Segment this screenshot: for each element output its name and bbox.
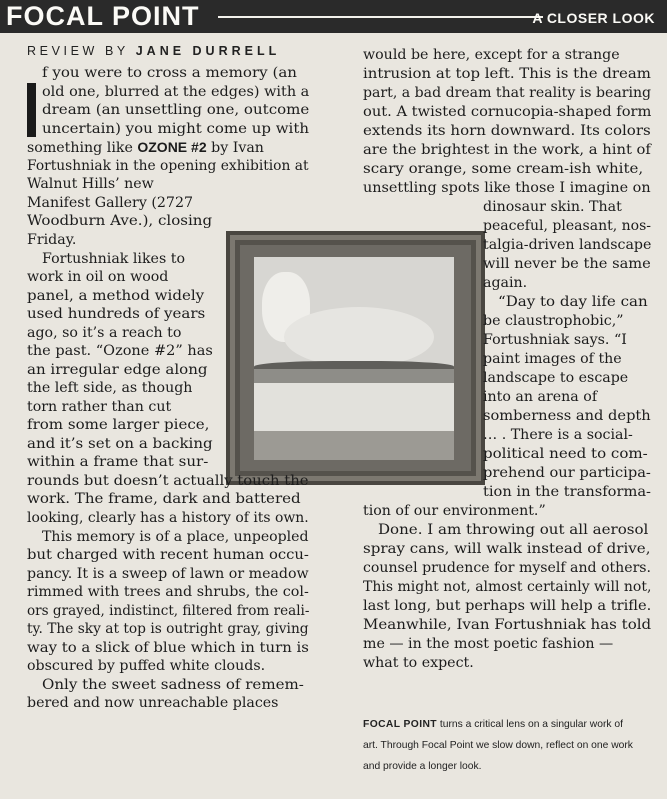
article-line: dream (an unsettling one, outcome bbox=[42, 102, 310, 118]
article-line: work. The frame, dark and battered bbox=[27, 491, 301, 507]
article-line: somberness and depth bbox=[483, 408, 651, 424]
article-line bbox=[27, 138, 264, 157]
article-line: tion of our environment.” bbox=[363, 503, 546, 519]
article-line: scary orange, some cream-ish white, bbox=[363, 161, 644, 177]
article-line: ago, so it’s a reach to bbox=[27, 325, 182, 341]
article-line: uncertain) you might come up with bbox=[42, 121, 309, 137]
footer-line-3: and provide a longer look. bbox=[363, 761, 482, 772]
article-line: tion in the transforma- bbox=[483, 484, 651, 500]
article-line: ors grayed, indistinct, filtered from reali- bbox=[27, 603, 310, 619]
byline-author: JANE DURRELL bbox=[135, 44, 281, 58]
byline-prefix: REVIEW BY bbox=[27, 44, 129, 58]
section-header bbox=[0, 0, 667, 33]
article-line: dinosaur skin. That bbox=[483, 199, 622, 215]
byline bbox=[27, 44, 280, 58]
article-line: but charged with recent human occu- bbox=[27, 547, 309, 563]
article-line: peaceful, pleasant, nos- bbox=[483, 218, 652, 234]
article-line: unsettling spots like those I imagine on bbox=[363, 180, 651, 196]
article-line: Friday. bbox=[27, 232, 77, 248]
header-rule bbox=[218, 16, 543, 18]
article-line: looking, clearly has a history of its own. bbox=[27, 510, 309, 526]
article-line: talgia-driven landscape bbox=[483, 237, 652, 253]
article-line: would be here, except for a strange bbox=[363, 47, 620, 63]
article-line: be claustrophobic,” bbox=[483, 313, 624, 329]
article-line: paint images of the bbox=[483, 351, 622, 367]
article-line: and it’s set on a backing bbox=[27, 436, 213, 452]
article-line: part, a bad dream that reality is bearing bbox=[363, 85, 652, 101]
article-line: “Day to day life can bbox=[498, 294, 648, 310]
article-line: obscured by puffed white clouds. bbox=[27, 658, 266, 674]
article-line: from some larger piece, bbox=[27, 417, 210, 433]
footer-note bbox=[363, 714, 663, 777]
section-kicker: A CLOSER LOOK bbox=[532, 10, 655, 26]
artwork-image bbox=[226, 231, 485, 485]
article-line: an irregular edge along bbox=[27, 362, 208, 378]
article-line: within a frame that sur- bbox=[27, 454, 209, 470]
footer-line-2: art. Through Focal Point we slow down, reflect on one work bbox=[363, 740, 633, 751]
article-line: work in oil on wood bbox=[27, 269, 169, 285]
article-line: out. A twisted cornucopia-shaped form bbox=[363, 104, 652, 120]
article-line: spray cans, will walk instead of drive, bbox=[363, 541, 651, 557]
article-line: intrusion at top left. This is the dream bbox=[363, 66, 651, 82]
article-line: rimmed with trees and shrubs, the col- bbox=[27, 584, 309, 600]
article-line: Fortushniak in the opening exhibition at bbox=[27, 158, 309, 174]
article-line: torn rather than cut bbox=[27, 399, 172, 415]
article-line: way to a slick of blue which in turn is bbox=[27, 640, 309, 656]
section-title: FOCAL POINT bbox=[6, 1, 200, 31]
article-line: … . There is a social- bbox=[483, 427, 633, 443]
article-line: bered and now unreachable places bbox=[27, 695, 279, 711]
article-line: Fortushniak likes to bbox=[42, 251, 185, 267]
article-line: Walnut Hills’ new bbox=[27, 176, 154, 192]
article-line: Fortushniak says. “I bbox=[483, 332, 627, 348]
article-line: into an arena of bbox=[483, 389, 598, 405]
article-line: the past. “Ozone #2” has bbox=[27, 343, 213, 359]
article-line: ty. The sky at top is outright gray, giving bbox=[27, 621, 309, 637]
article-line: f you were to cross a memory (an bbox=[42, 65, 297, 81]
article-line: political need to com- bbox=[483, 446, 648, 462]
article-line: me — in the most poetic fashion — bbox=[363, 636, 614, 652]
article-line: again. bbox=[483, 275, 528, 291]
article-line: used hundreds of years bbox=[27, 306, 206, 322]
artwork-canvas bbox=[254, 257, 454, 460]
article-text: something like bbox=[27, 140, 138, 156]
article-line: pancy. It is a sweep of lawn or meadow bbox=[27, 566, 309, 582]
article-line: rounds but doesn’t actually touch the bbox=[27, 473, 309, 489]
article-text: by Ivan bbox=[206, 140, 264, 156]
article-line: counsel prudence for myself and others. bbox=[363, 560, 652, 576]
artwork-title: OZONE #2 bbox=[137, 139, 207, 155]
drop-cap-i bbox=[27, 83, 36, 137]
article-line: prehend our participa- bbox=[483, 465, 651, 481]
article-line: This might not, almost certainly will not, bbox=[363, 579, 652, 595]
article-line: This memory is of a place, unpeopled bbox=[42, 529, 309, 545]
article-line: Only the sweet sadness of remem- bbox=[42, 677, 304, 693]
article-line: Manifest Gallery (2727 bbox=[27, 195, 194, 211]
article-line: landscape to escape bbox=[483, 370, 629, 386]
article-line: what to expect. bbox=[363, 655, 474, 671]
footer-line-1: turns a critical lens on a singular work of bbox=[437, 719, 623, 730]
article-line: are the brightest in the work, a hint of bbox=[363, 142, 651, 158]
article-line: last long, but perhaps will help a trifle. bbox=[363, 598, 652, 614]
footer-label: FOCAL POINT bbox=[363, 719, 437, 730]
article-line: Woodburn Ave.), closing bbox=[27, 213, 213, 229]
article-line: old one, blurred at the edges) with a bbox=[42, 84, 310, 100]
article-line: extends its horn downward. Its colors bbox=[363, 123, 651, 139]
article-line: panel, a method widely bbox=[27, 288, 205, 304]
article-line: the left side, as though bbox=[27, 380, 193, 396]
article-line: Done. I am throwing out all aerosol bbox=[378, 522, 649, 538]
article-line: will never be the same bbox=[483, 256, 651, 272]
article-line: Meanwhile, Ivan Fortushniak has told bbox=[363, 617, 652, 633]
